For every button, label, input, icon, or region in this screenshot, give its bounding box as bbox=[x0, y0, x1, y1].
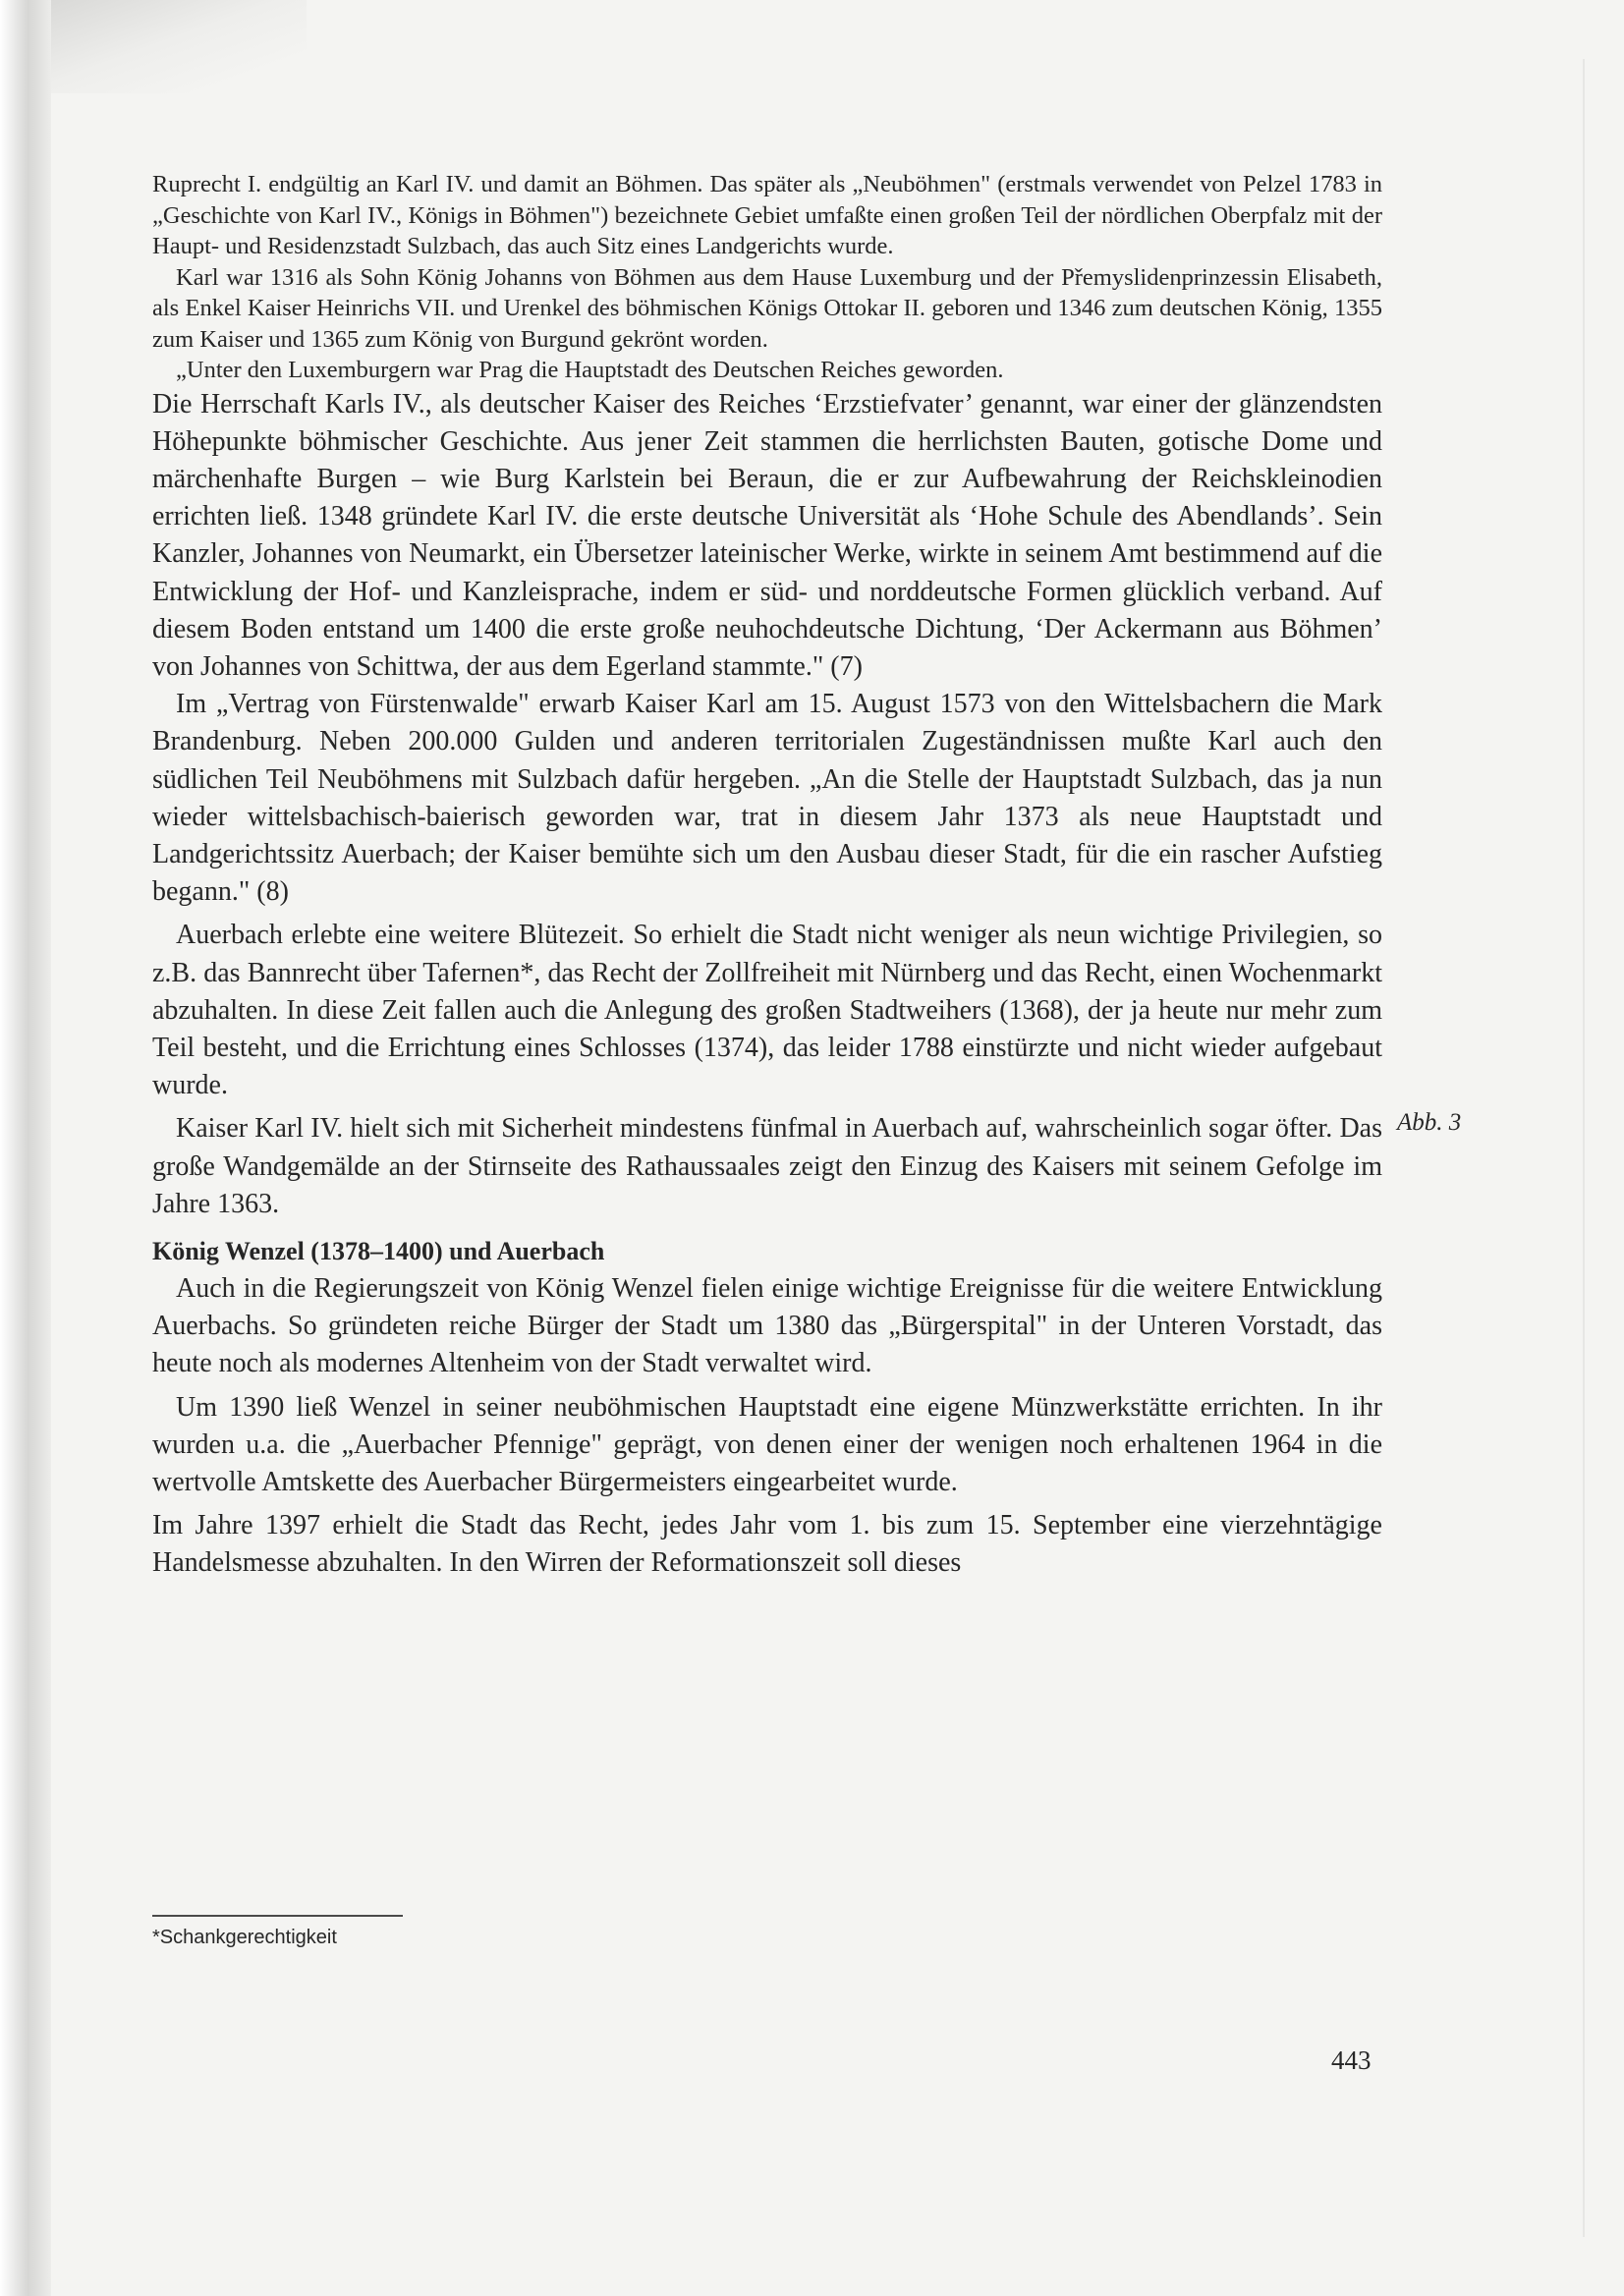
paragraph-fuerstenwalde: Im „Vertrag von Fürstenwalde" erwarb Kaiser Karl am 15. August 1573 von den Wittelsbachern die Mark Brandenburg. Neben 200.000 Gulden und anderen territorialen Zugeständnissen mußte Karl auch den südlichen Teil Neuböhmens mit Sulzbach dafür hergeben. „An die Stelle der Hauptstadt Sulzbach, das ja nun wieder wittelsbachisch-baierisch geworden war, trat in diesem Jahr 1373 als neue Hauptstadt und Landgerichtssitz Auerbach; der Kaiser bemühte sich um den Ausbau dieser Stadt, für die ein rascher Aufstieg begann." (8) bbox=[152, 689, 1382, 908]
paragraph-kaiser-visits: Kaiser Karl IV. hielt sich mit Sicherheit mindestens fünfmal in Auerbach auf, wahrscheinlich sogar öfter. Das große Wandgemälde an der Stirnseite des Rathaussaales zeigt den Einzug des Kaisers mit seinem Gefolge im Jahre 1363. bbox=[152, 1113, 1382, 1219]
footnote-divider bbox=[152, 1915, 403, 1917]
scan-corner-shadow bbox=[51, 0, 307, 93]
page-edge bbox=[1583, 59, 1585, 2237]
footnote: *Schankgerechtigkeit bbox=[152, 1927, 337, 1948]
margin-note-figure-ref: Abb. 3 bbox=[1397, 1109, 1462, 1136]
body-text bbox=[152, 169, 1382, 1583]
paragraph-quote-prague: Die Herrschaft Karls IV., als deutscher Kaiser des Reiches ‘Erzstiefvater’ genannt, war einer der glänzendsten Höhepunkte böhmischer Geschichte. Aus jener Zeit stammen die herrlichsten Bauten, gotische Dome und märchenhafte Burgen – wie Burg Karlstein bei Beraun, die er zur Aufbewahrung der Reichskleinodien errichten ließ. 1348 gründete Karl IV. die erste deutsche Universität als ‘Hohe Schule des Abendlands’. Sein Kanzler, Johannes von Neumarkt, ein Übersetzer lateinischer Werke, wirkte in seinem Amt bestimmend auf die Entwicklung der Hof- und Kanzleisprache, indem er süd- und norddeutsche Formen glücklich verband. Auf diesem Boden entstand um 1400 die erste große neuhochdeutsche Dichtung, ‘Der Ackermann aus Böhmen’ von Johannes von Schittwa, der aus dem Egerland stammte." (7) bbox=[152, 388, 1382, 682]
paragraph-buergerspital: Auch in die Regierungszeit von König Wenzel fielen einige wichtige Ereignisse für die weitere Entwicklung Auerbachs. So gründeten reiche Bürger der Stadt um 1380 das „Bürgerspital" in der Unteren Vorstadt, das heute noch als modernes Altenheim von der Stadt verwaltet wird. bbox=[152, 1272, 1382, 1379]
paragraph-karl-biography: Karl war 1316 als Sohn König Johanns von Böhmen aus dem Hause Luxemburg und der Přemyslidenprinzessin Elisabeth, als Enkel Kaiser Heinrichs VII. und Urenkel des böhmischen Königs Ottokar II. geboren und 1346 zum deutschen König, 1355 zum Kaiser und 1365 zum König von Burgund gekrönt worden. bbox=[152, 263, 1382, 353]
page-number: 443 bbox=[1331, 2045, 1372, 2075]
paragraph-bluetezeit: Auerbach erlebte eine weitere Blütezeit. So erhielt die Stadt nicht weniger als neun wichtige Privilegien, so z.B. das Bannrecht über Tafernen*, das Recht der Zollfreiheit mit Nürnberg und das Recht, einen Wochenmarkt abzuhalten. In diese Zeit fallen auch die Anlegung des großen Stadtweihers (1368), der ja heute nur mehr zum Teil besteht, und die Errichtung eines Schlosses (1374), das leider 1788 einstürzte und nicht wieder aufgebaut wurde. bbox=[152, 920, 1382, 1101]
scan-binding-shadow bbox=[0, 0, 51, 2296]
paragraph-handelsmesse: Im Jahre 1397 erhielt die Stadt das Recht, jedes Jahr vom 1. bis zum 15. September eine vierzehntägige Handelsmesse abzuhalten. In den Wirren der Reformationszeit soll dieses bbox=[152, 1510, 1382, 1579]
paragraph-quote-start: „Unter den Luxemburgern war Prag die Hauptstadt des Deutschen Reiches geworden. bbox=[176, 357, 1004, 383]
paragraph-intro: Ruprecht I. endgültig an Karl IV. und damit an Böhmen. Das später als „Neuböhmen" (erstmals verwendet von Pelzel 1783 in „Geschichte von Karl IV., Königs in Böhmen") bezeichnete Gebiet umfaßte einen großen Teil der nördlichen Oberpfalz mit der Haupt- und Residenzstadt Sulzbach, das auch Sitz eines Landgerichts wurde. bbox=[152, 171, 1382, 259]
section-heading: König Wenzel (1378–1400) und Auerbach bbox=[152, 1236, 605, 1265]
paragraph-muenzwerkstaette: Um 1390 ließ Wenzel in seiner neuböhmischen Hauptstadt eine eigene Münzwerkstätte errichten. In ihr wurden u.a. die „Auerbacher Pfennige" geprägt, von denen einer der wenigen noch erhaltenen 1964 in die wertvolle Amtskette des Auerbacher Bürgermeisters eingearbeitet wurde. bbox=[152, 1391, 1382, 1497]
